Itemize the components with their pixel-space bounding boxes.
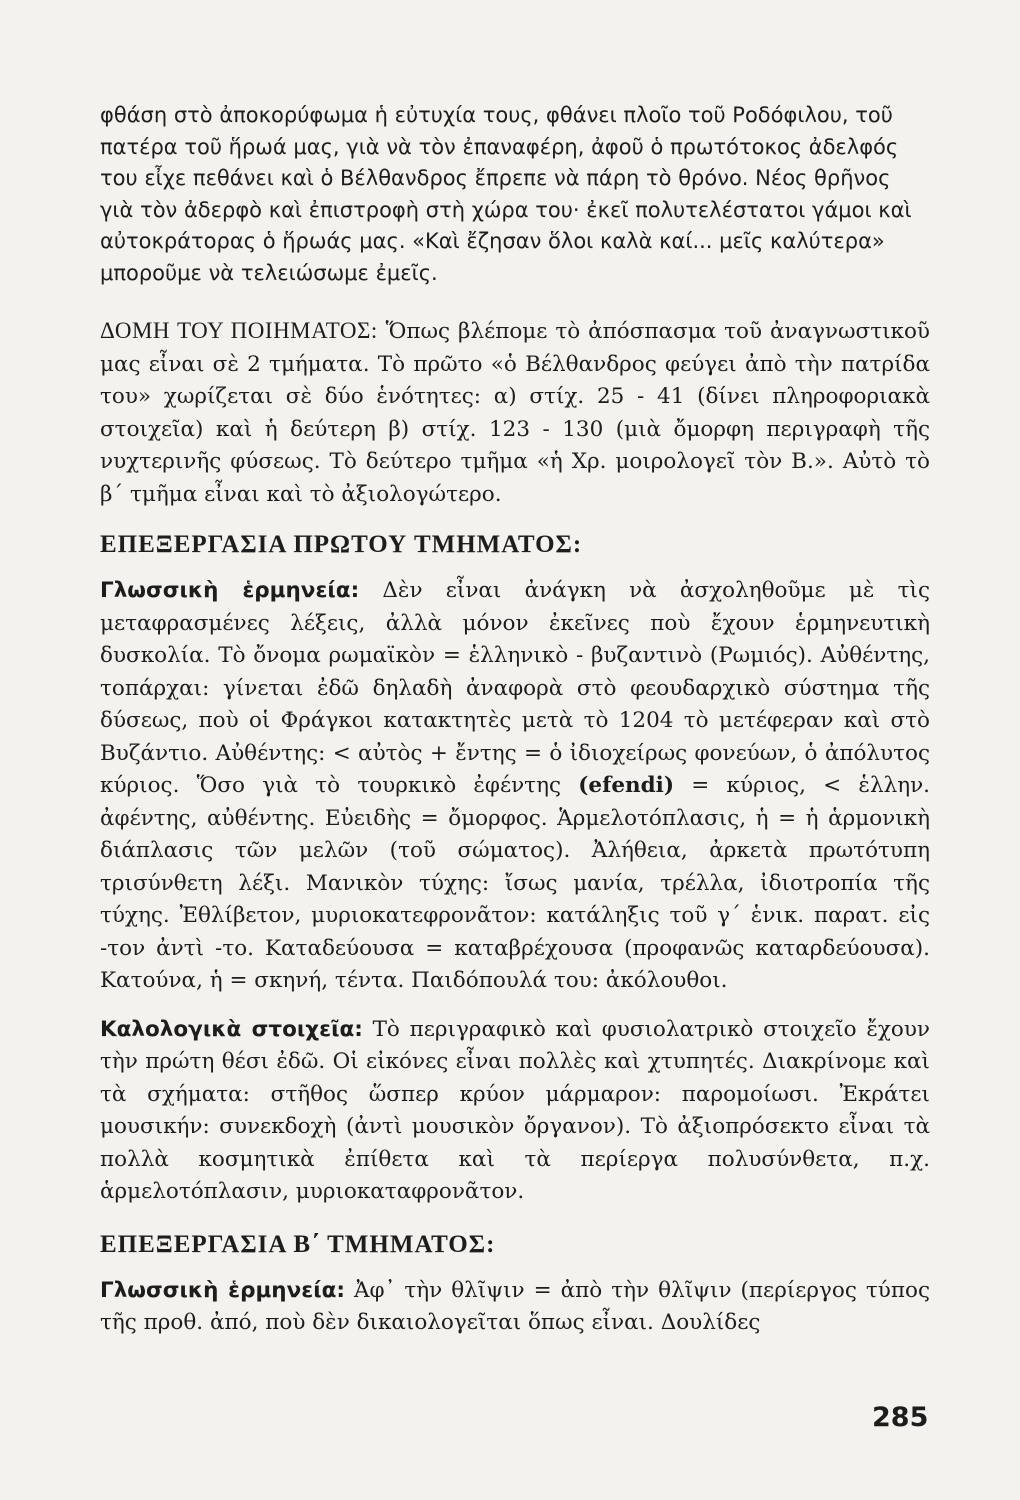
section-a-glossary-label: Γλωσσικὴ ἑρμηνεία: xyxy=(100,578,360,603)
section-a-glossary-text-2: = κύριος, < ἑλλην. ἀφέντης, αὐθέντης. Εὐειδὴς = ὄμορφος. Ἁρμελοτόπλασις, ἡ = ἡ ἁρμονικὴ διάπλασις τῶν μελῶν (τοῦ σώματος). Ἀλήθεια, ἀρκετὰ πρωτότυπη τρισύνθετη λέξι. Μανικὸν τύχης: ἴσως μανία, τρέλλα, ἰδιοτροπία τῆς τύχης. Ἐθλίβετον, μυριοκατεφρονᾶτον: κατάληξις τοῦ γ΄ ἑνικ. παρατ. εἰς -τον ἀντὶ -το. Καταδεύουσα = καταβρέχουσα (προφανῶς καταρδεύουσα). Κατούνα, ἡ = σκηνή, τέντα. Παιδόπουλά του: ἀκόλουθοι. xyxy=(100,773,930,993)
structure-text: Ὅπως βλέπομε τὸ ἀπόσπασμα τοῦ ἀναγνωστικοῦ μας εἶναι σὲ 2 τμήματα. Τὸ πρῶτο «ὁ Βέλθανδρος φεύγει ἀπὸ τὴν πατρίδα του» χωρίζεται σὲ δύο ἑνότητες: α) στίχ. 25 - 41 (δίνει πληροφοριακὰ στοιχεῖα) καὶ ἡ δεύτερη β) στίχ. 123 - 130 (μιὰ ὄμορφη περιγραφὴ τῆς νυχτερινῆς φύσεως. Τὸ δεύτερο τμῆμα «ἡ Χρ. μοιρολογεῖ τὸν Β.». Αὐτὸ τὸ β΄ τμῆμα εἶναι καὶ τὸ ἀξιολογώτερο. xyxy=(100,319,930,507)
section-a-aesthetics-label: Καλολογικὰ στοιχεῖα: xyxy=(100,1016,363,1042)
intro-paragraph: φθάση στὸ ἀποκορύφωμα ἡ εὐτυχία τους, φθάνει πλοῖο τοῦ Ροδόφιλου, τοῦ πατέρα τοῦ ἥρωά μας, γιὰ νὰ τὸν ἐπαναφέρη, ἀφοῦ ὁ πρωτότοκος ἀδελφός του εἶχε πεθάνει καὶ ὁ Βέλθανδρος ἔπρεπε νὰ πάρη τὸ θρόνο. Νέος θρῆνος γιὰ τὸν ἀδερφὸ καὶ ἐπιστροφὴ στὴ χώρα του· ἐκεῖ πολυτελέστατοι γάμοι καὶ αὐτοκράτορας ὁ ἥρωάς μας. «Καὶ ἔζησαν ὅλοι καλὰ καί... μεῖς καλύτερα» μποροῦμε νὰ τελειώσωμε ἐμεῖς. xyxy=(100,103,912,285)
section-b-glossary xyxy=(100,1275,930,1340)
section-b-title: ΕΠΕΞΕΡΓΑΣΙΑ Β΄ ΤΜΗΜΑΤΟΣ: xyxy=(100,1230,496,1258)
section-a-title: ΕΠΕΞΕΡΓΑΣΙΑ ΠΡΩΤΟΥ ΤΜΗΜΑΤΟΣ: xyxy=(100,531,583,558)
section-a-glossary-text-1: Δὲν εἶναι ἀνάγκη νὰ ἀσχοληθοῦμε μὲ τὶς μεταφρασμένες λέξεις, ἀλλὰ μόνον ἐκεῖνες ποὺ ἔχουν ἑρμηνευτικὴ δυσκολία. Τὸ ὄνομα ρωμαϊκὸν = ἑλληνικὸ - βυζαντινὸ (Ρωμιός). Αὐθέντης, τοπάρχαι: γίνεται ἐδῶ δηλαδὴ ἀναφορὰ στὸ φεουδαρχικὸ σύστημα τῆς δύσεως, ποὺ οἱ Φράγκοι κατακτητὲς μετὰ τὸ 1204 τὸ μετέφεραν καὶ στὸ Βυζάντιο. Αὐθέντης: < αὐτὸς + ἔντης = ὁ ἰδιοχείρως φονεύων, ὁ ἀπόλυτος κύριος. Ὅσο γιὰ τὸ τουρκικὸ ἐφέντης xyxy=(100,578,930,798)
section-b-glossary-text: Ἀφ᾽ τὴν θλῖψιν = ἀπὸ τὴν θλῖψιν (περίεργος τύπος τῆς προθ. ἀπό, ποὺ δὲν δικαιολογεῖται ὅπως εἶναι. Δουλίδες xyxy=(100,1277,930,1335)
section-a-aesthetics-text: Τὸ περιγραφικὸ καὶ φυσιολατρικὸ στοιχεῖο ἔχουν τὴν πρώτη θέσι ἐδῶ. Οἱ εἰκόνες εἶναι πολλὲς καὶ χτυπητές. Διακρίνομε καὶ τὰ σχήματα: στῆθος ὥσπερ κρύον μάρμαρον: παρομοίωσι. Ἐκράτει μουσικήν: συνεκδοχὴ (ἀντὶ μουσικὸν ὄργανον). Τὸ ἀξιοπρόσεκτο εἶναι τὰ πολλὰ κοσμητικὰ ἐπίθετα καὶ τὰ περίεργα πολυσύνθετα, π.χ. ἁρμελοτόπλασιν, μυριοκαταφρονᾶτον. xyxy=(100,1016,930,1204)
structure-paragraph xyxy=(100,315,930,511)
page-number: 285 xyxy=(872,1402,929,1433)
structure-heading: ΔΟΜΗ ΤΟΥ ΠΟΙΗΜΑΤΟΣ: xyxy=(100,318,378,343)
efendi-term: (efendi) xyxy=(578,773,675,798)
section-a-aesthetics xyxy=(100,1014,930,1209)
page-content xyxy=(100,100,930,1340)
section-b-glossary-label: Γλωσσικὴ ἑρμηνεία: xyxy=(100,1277,345,1303)
section-a-glossary xyxy=(100,575,930,998)
